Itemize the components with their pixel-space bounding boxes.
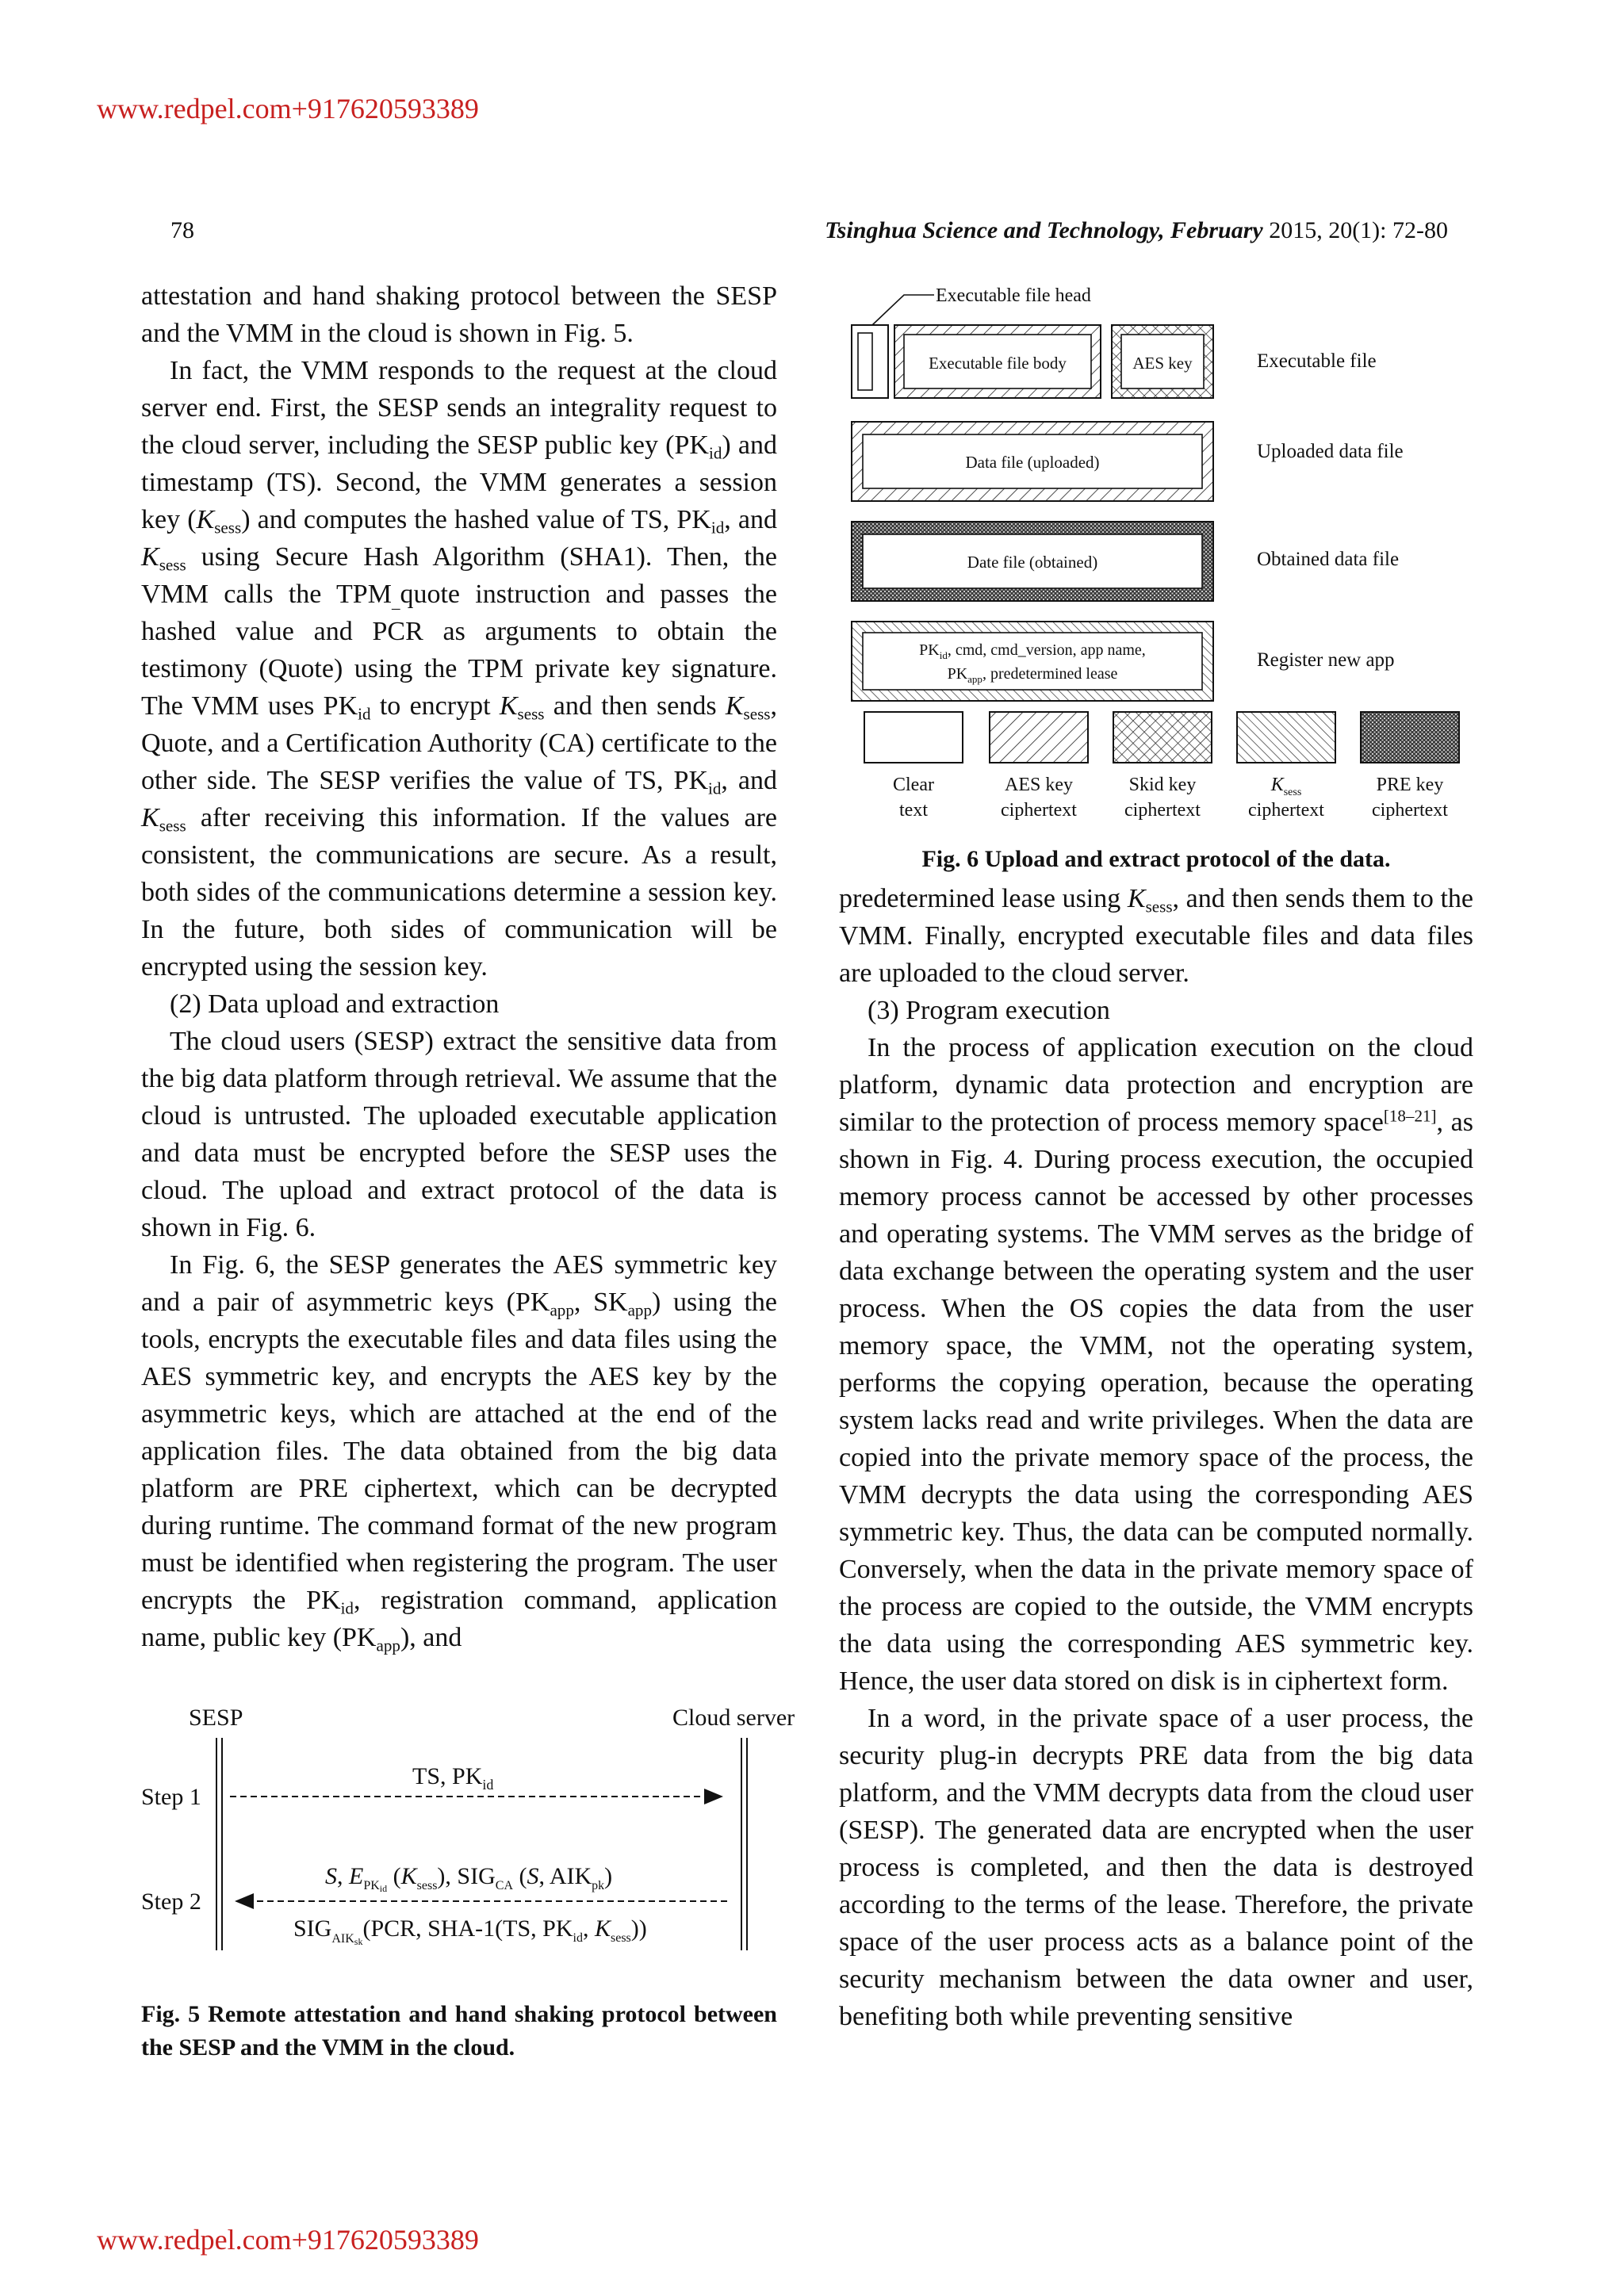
subscript: id (708, 443, 722, 463)
legend-label: ciphertext (1248, 800, 1324, 821)
journal-name: Tsinghua Science and Technology, February (825, 217, 1263, 243)
register-line-1: $PK_{id}$, cmd, cmd_version, app name, (919, 641, 1146, 661)
figure-6-diagram (825, 277, 1475, 832)
message-2: S, $E_{PK}id$ $(K_{sess})$, $SIG_{CA}$ (S, $AIK_{pk}$) (325, 1863, 613, 1894)
subscript: sess (1145, 897, 1173, 916)
text: ) using the tools, encrypts the executable files and data files using the AES symmetric key, and encrypts the AES key by the asymmetric keys, which are attached at the end of the application files. The data obtained from the big data platform are PRE ciphertext, which can be decrypted during runtime. The command format of the new program must be identified when registering the program. The user encrypts the PK (141, 1288, 777, 1615)
text: In fact, the VMM responds to the request at the cloud server end. First, the SESP sends an integrality request to the cloud server, including the SESP public key (PK (141, 356, 777, 460)
text: after receiving this information. If the values are consistent, the communications are secure. As a result, both sides of the communications determine a session key. In the future, both sides of communication will be encrypted using the session key. (141, 803, 777, 982)
head-label: Executable file head (936, 285, 1091, 306)
paragraph: The cloud users (SESP) extract the sensitive data from the big data platform through retrieval. We assume that the cloud is untrusted. The uploaded executable application and data must be encrypted before the SESP uses the cloud. The upload and extract protocol of the data is shown in Fig. 6. (141, 1027, 777, 1242)
subscript: id (358, 704, 371, 724)
figure-5-diagram (127, 1697, 809, 1958)
text: and then sends (544, 691, 726, 721)
legend-swatch-aes (990, 712, 1088, 763)
text: , and (721, 766, 778, 795)
math-var: K (499, 691, 518, 721)
watermark-top[interactable]: www.redpel.com+917620593389 (97, 93, 479, 124)
legend-label: AES key (1005, 775, 1073, 795)
text: quote instruction and passes the hashed value and PCR as arguments to obtain the testimony (Quote) using the TPM private key signature. The VMM uses PK (141, 580, 777, 721)
legend-label: ciphertext (1001, 800, 1077, 821)
uploaded-data-file-label: Uploaded data file (1257, 441, 1404, 462)
sesp-party-label: SESP (189, 1705, 243, 1731)
math-var: K (196, 505, 215, 534)
math-var: K (141, 803, 159, 832)
aes-key-box-label: AES key (1132, 354, 1193, 373)
obtained-data-row (852, 522, 1399, 601)
right-column (839, 880, 1473, 2035)
obtained-box-label: Date file (obtained) (967, 553, 1098, 572)
legend (864, 712, 1459, 821)
subscript: sess (743, 704, 771, 724)
executable-file-row (852, 325, 1377, 398)
legend-label: ciphertext (1124, 800, 1201, 821)
subscript: app (627, 1300, 652, 1320)
text: , and (724, 505, 777, 534)
paragraph (141, 352, 777, 985)
text: , and then sends them to the VMM. Finally, encrypted executable files and data files are uploaded to the cloud server. (839, 884, 1473, 988)
text: using Secure Hash Algorithm (SHA1). Then, the VMM calls the TPM (141, 542, 777, 609)
subscript: _ (391, 592, 400, 612)
paragraph: In a word, in the private space of a user process, the security plug-in decrypts PRE data from the big data platform, and the VMM decrypts data from the cloud user (SESP). The generated data are encrypted when the user process is completed, and then the data is destroyed according to the terms of the lease. Therefore, the private space of the user process acts as a balance point of the security mechanism between the data owner and user, benefiting both while preventing sensitive (839, 1704, 1473, 2031)
section-heading: (3) Program execution (868, 996, 1110, 1025)
subscript: app (550, 1300, 574, 1320)
figure-5-caption: Fig. 5 Remote attestation and hand shaking protocol between the SESP and the VMM in the cloud. (141, 2001, 777, 2061)
register-app-row (852, 622, 1395, 701)
math-var: K (1127, 884, 1146, 913)
subscript: id (340, 1598, 354, 1618)
journal-issue: 2015, 20(1): 72-80 (1269, 217, 1448, 243)
legend-swatch-ksess (1237, 712, 1335, 763)
legend-label: Clear (893, 775, 934, 795)
math-var: K (725, 691, 744, 721)
legend-swatch-pre (1361, 712, 1459, 763)
text: , Quote, and a Certification Authority (CA) certificate to the other side. The SESP verifies the value of TS, PK (141, 691, 778, 795)
legend-swatch-clear (864, 712, 963, 763)
watermark-bottom[interactable]: www.redpel.com+917620593389 (97, 2224, 479, 2256)
running-head (825, 217, 1448, 244)
subscript: sess (517, 704, 545, 724)
uploaded-box-label: Data file (uploaded) (965, 453, 1100, 472)
citation[interactable]: [18–21] (1383, 1106, 1437, 1126)
subscript: sess (214, 518, 242, 538)
math-var: K (141, 542, 159, 572)
text: In Fig. 6, the SESP generates the AES symmetric key and a pair of asymmetric keys (PK (141, 1250, 777, 1317)
cloud-server-party-label: Cloud server (672, 1705, 795, 1731)
subscript: sess (159, 816, 186, 836)
text: to encrypt (370, 691, 500, 721)
obtained-data-file-label: Obtained data file (1257, 549, 1400, 570)
text: ), and (400, 1623, 462, 1652)
subscript: id (710, 518, 725, 538)
executable-file-label: Executable file (1257, 350, 1377, 372)
section-heading: (2) Data upload and extraction (170, 989, 500, 1019)
uploaded-data-row (852, 422, 1404, 501)
body-box-label: Executable file body (929, 354, 1067, 373)
paragraph (839, 1029, 1473, 1700)
message-3: $SIG_{AIK}sk(PCR$, SHA-1(TS, $PK_{id}$, $K_{sess}$)) (293, 1915, 647, 1947)
legend-label: text (899, 800, 928, 821)
legend-swatch-skid (1113, 712, 1212, 763)
text: ) and timestamp (TS). Second, the VMM generates a session key ( (141, 430, 777, 534)
text: , as shown in Fig. 4. During process execution, the occupied memory process cannot be accessed by other processes and operating systems. The VMM serves as the bridge of data exchange between the operating system and the user process. When the OS copies the data from the user memory space, the VMM, not the operating system, performs the copying operation, because the operating system lacks read and write privileges. When the data are copied into the private memory space of the process, the VMM decrypts the data using the corresponding AES symmetric key. Thus, the data can be computed normally. Conversely, when the data in the private memory space of the process are copied to the outside, the VMM encrypts the data using the corresponding AES symmetric key. Hence, the user data stored on disk is in ciphertext form. (839, 1108, 1474, 1696)
subscript: app (376, 1636, 400, 1655)
legend-label: Skid key (1128, 775, 1197, 795)
text: In the process of application execution on the cloud platform, dynamic data protection and encryption are similar to the protection of process memory space (839, 1033, 1473, 1137)
paragraph (839, 880, 1473, 992)
legend-label: PRE key (1376, 775, 1444, 795)
figure-6-caption: Fig. 6 Upload and extract protocol of the data. (921, 846, 1391, 872)
text: , registration command, application name, public key (PK (141, 1586, 777, 1652)
left-column (141, 277, 777, 1656)
message-1: TS, $PK_{id}$ (412, 1763, 494, 1793)
subscript: sess (159, 555, 186, 575)
legend-label: $K_{sess}$ (1270, 775, 1302, 798)
paragraph (141, 1246, 777, 1656)
step-1-label: Step 1 (141, 1784, 201, 1810)
page-number: 78 (170, 217, 194, 243)
subscript: id (708, 779, 722, 798)
register-new-app-label: Register new app (1257, 649, 1395, 671)
text: predetermined lease using (839, 884, 1128, 913)
legend-label: ciphertext (1372, 800, 1448, 821)
text: , SK (573, 1288, 628, 1317)
step-2-label: Step 2 (141, 1888, 201, 1915)
paragraph: attestation and hand shaking protocol between the SESP and the VMM in the cloud is shown in Fig. 5. (141, 281, 777, 348)
text: ) and computes the hashed value of TS, PK (241, 505, 711, 534)
register-line-2: $PK_{app}$, predetermined lease (947, 665, 1118, 685)
